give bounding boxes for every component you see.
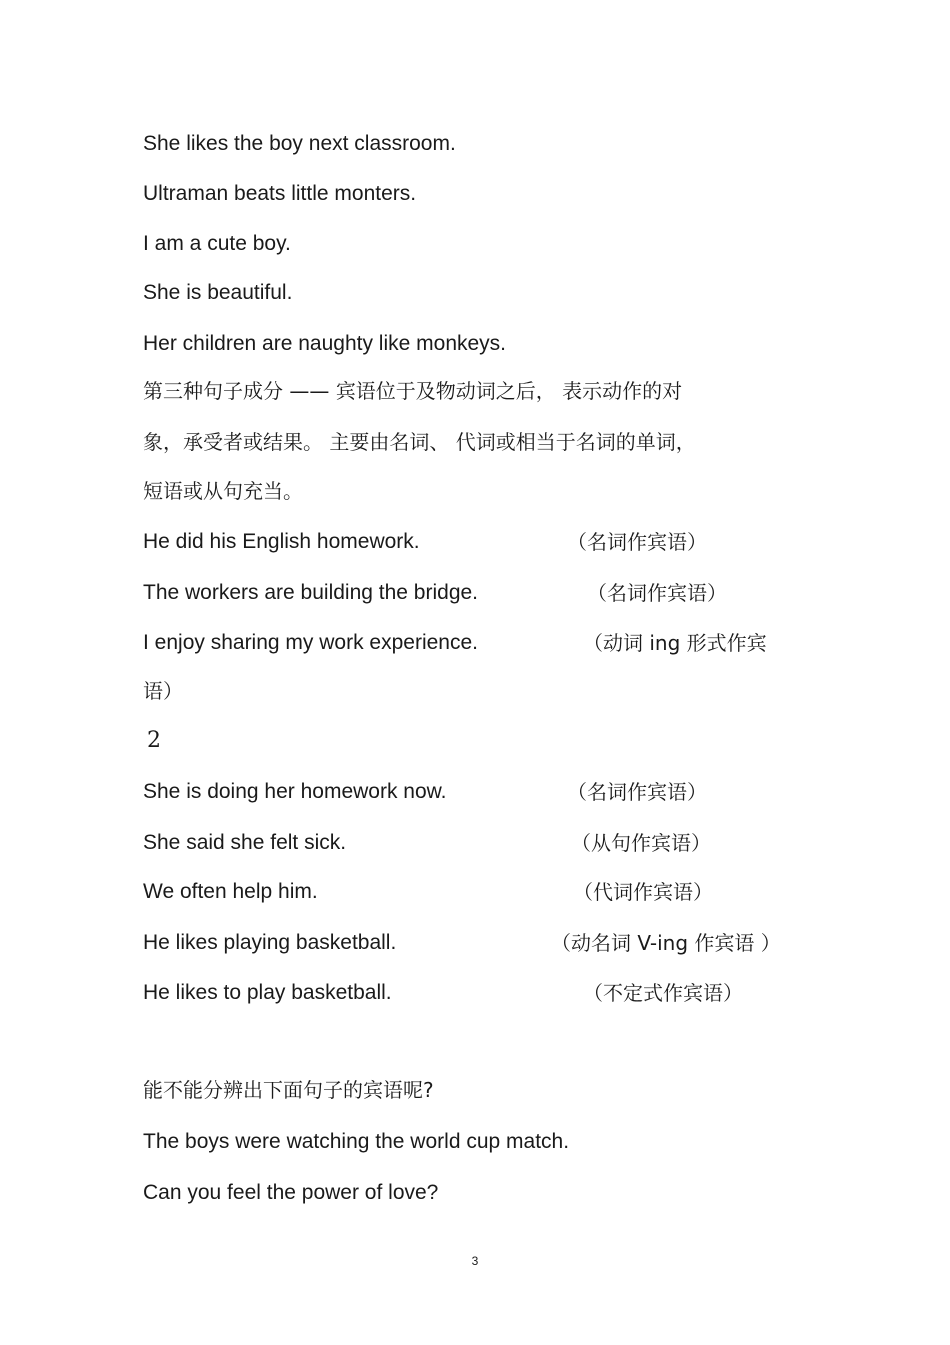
example-sentence: She said she felt sick. — [143, 831, 347, 854]
example-sentence: He did his English homework. — [143, 530, 420, 553]
exercise-question: 能不能分辨出下面句子的宾语呢? — [143, 1078, 434, 1102]
example-sentence: The workers are building the bridge. — [143, 581, 479, 604]
example-sentence: He likes to play basketball. — [143, 981, 392, 1004]
example-sentence: I am a cute boy. — [143, 232, 291, 255]
grammar-note: （动名词 V-ing 作宾语 ） — [551, 931, 781, 955]
intro-paragraph-line: 短语或从句充当。 — [143, 479, 303, 503]
grammar-note: （名词作宾语） — [567, 780, 707, 804]
example-sentence: She is beautiful. — [143, 281, 293, 304]
example-sentence: She is doing her homework now. — [143, 780, 447, 803]
exercise-sentence: The boys were watching the world cup match. — [143, 1130, 570, 1153]
example-sentence: We often help him. — [143, 880, 318, 903]
page-number: 3 — [471, 1254, 479, 1268]
intro-paragraph-line: 第三种句子成分 —— 宾语位于及物动词之后， 表示动作的对 — [143, 379, 683, 403]
grammar-note: （从句作宾语） — [571, 831, 711, 855]
exercise-sentence: Can you feel the power of love? — [143, 1181, 439, 1204]
example-sentence: She likes the boy next classroom. — [143, 132, 456, 155]
example-sentence: Ultraman beats little monters. — [143, 182, 417, 205]
grammar-note-continuation: 语） — [143, 679, 183, 703]
grammar-note: （名词作宾语） — [567, 530, 707, 554]
grammar-note: （不定式作宾语） — [583, 981, 743, 1005]
grammar-note: （动词 ing 形式作宾 — [583, 631, 767, 655]
section-marker: 2 — [147, 728, 161, 753]
example-sentence: He likes playing basketball. — [143, 931, 397, 954]
grammar-note: （名词作宾语） — [587, 581, 727, 605]
example-sentence: I enjoy sharing my work experience. — [143, 631, 478, 654]
intro-paragraph-line: 象，承受者或结果。 主要由名词、 代词或相当于名词的单词， — [143, 430, 696, 454]
example-sentence: Her children are naughty like monkeys. — [143, 332, 507, 355]
grammar-note: （代词作宾语） — [573, 880, 713, 904]
